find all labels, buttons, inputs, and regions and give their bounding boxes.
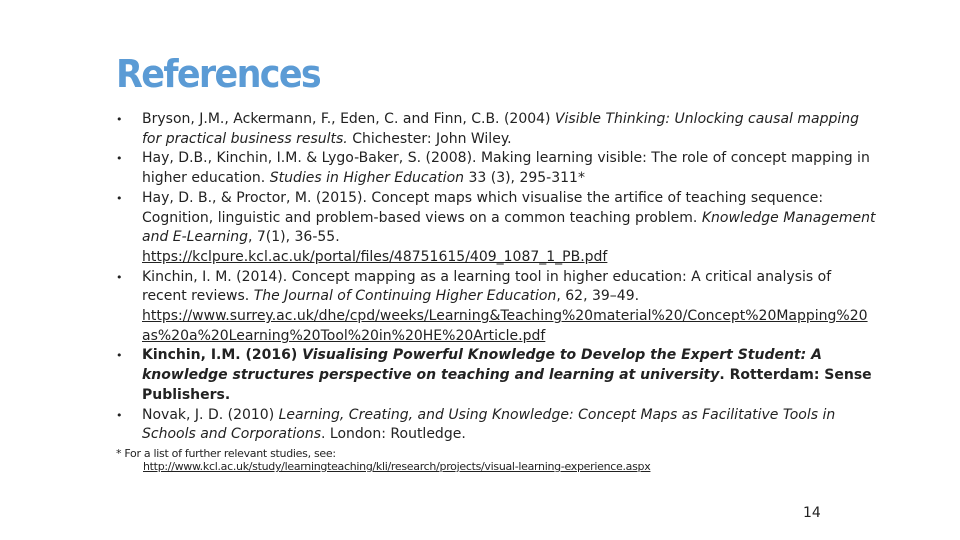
reference-authors: Novak, J. D. (2010) [142, 406, 279, 423]
reference-item [116, 268, 876, 347]
reference-authors: Hay, D. B., & Proctor, M. (2015). Concept maps which visualise the artifice of teaching sequence: Cognition, linguistic and problem-based views on a common teaching problem. [142, 189, 824, 226]
reference-title: Visible Thinking: Unlocking causal mapping for practical business results. [142, 111, 860, 147]
page-title: References [116, 52, 321, 96]
reference-volume: , 62, 39–49. [556, 288, 640, 305]
reference-volume: 33 (3), 295-311* [464, 170, 585, 187]
bullet-icon: • [116, 191, 123, 205]
page-number: 14 [803, 505, 821, 521]
reference-authors: Kinchin, I.M. (2016) [142, 347, 303, 364]
reference-item [116, 189, 876, 268]
reference-volume: , 7(1), 36-55. [247, 229, 340, 246]
reference-title: Learning, Creating, and Using Knowledge: Concept Maps as Facilitative Tools in Schools and Corporations [142, 406, 836, 443]
reference-journal: The Journal of Continuing Higher Education [253, 288, 557, 305]
reference-authors: Bryson, J.M., Ackermann, F., Eden, C. and Finn, C.B. (2004) [142, 111, 555, 127]
footnote-text: * For a list of further relevant studies, see: [116, 447, 336, 460]
reference-link[interactable]: https://kclpure.kcl.ac.uk/portal/files/48751615/409_1087_1_PB.pdf [142, 248, 608, 265]
reference-publisher: Chichester: John Wiley. [347, 130, 512, 147]
reference-item [116, 110, 876, 149]
reference-journal: Studies in Higher Education [269, 170, 465, 187]
reference-title: Visualising Powerful Knowledge to Develop the Expert Student: A knowledge structures perspective on teaching and learning at university [142, 347, 822, 384]
bullet-icon: • [116, 408, 123, 422]
reference-item [116, 406, 876, 445]
bullet-icon: • [116, 349, 123, 363]
reference-publisher: . Rotterdam: Sense Publishers. [142, 367, 872, 403]
reference-authors: Hay, D.B., Kinchin, I.M. & Lygo-Baker, S. (2008). Making learning visible: The role of concept mapping in higher education. [142, 150, 870, 187]
bullet-icon: • [116, 152, 123, 166]
bullet-icon: • [116, 113, 123, 126]
reference-list [116, 110, 876, 445]
reference-item [116, 346, 876, 405]
reference-publisher: . London: Routledge. [321, 426, 466, 443]
bullet-icon: • [116, 270, 123, 284]
reference-authors: Kinchin, I. M. (2014). Concept mapping as a learning tool in higher education: A critical analysis of recent reviews. [142, 268, 832, 305]
footnote-link[interactable]: http://www.kcl.ac.uk/study/learningteaching/kli/research/projects/visual-learning-experience.aspx [143, 460, 651, 473]
reference-journal: Knowledge Management and E-Learning [142, 209, 876, 246]
footnote [116, 447, 896, 473]
reference-item [116, 149, 876, 188]
reference-link[interactable]: https://www.surrey.ac.uk/dhe/cpd/weeks/Learning&Teaching%20material%20/Concept%20Mapping%20as%20a%20Learning%20Tool%20in%20HE%20Article.pdf [142, 308, 868, 344]
